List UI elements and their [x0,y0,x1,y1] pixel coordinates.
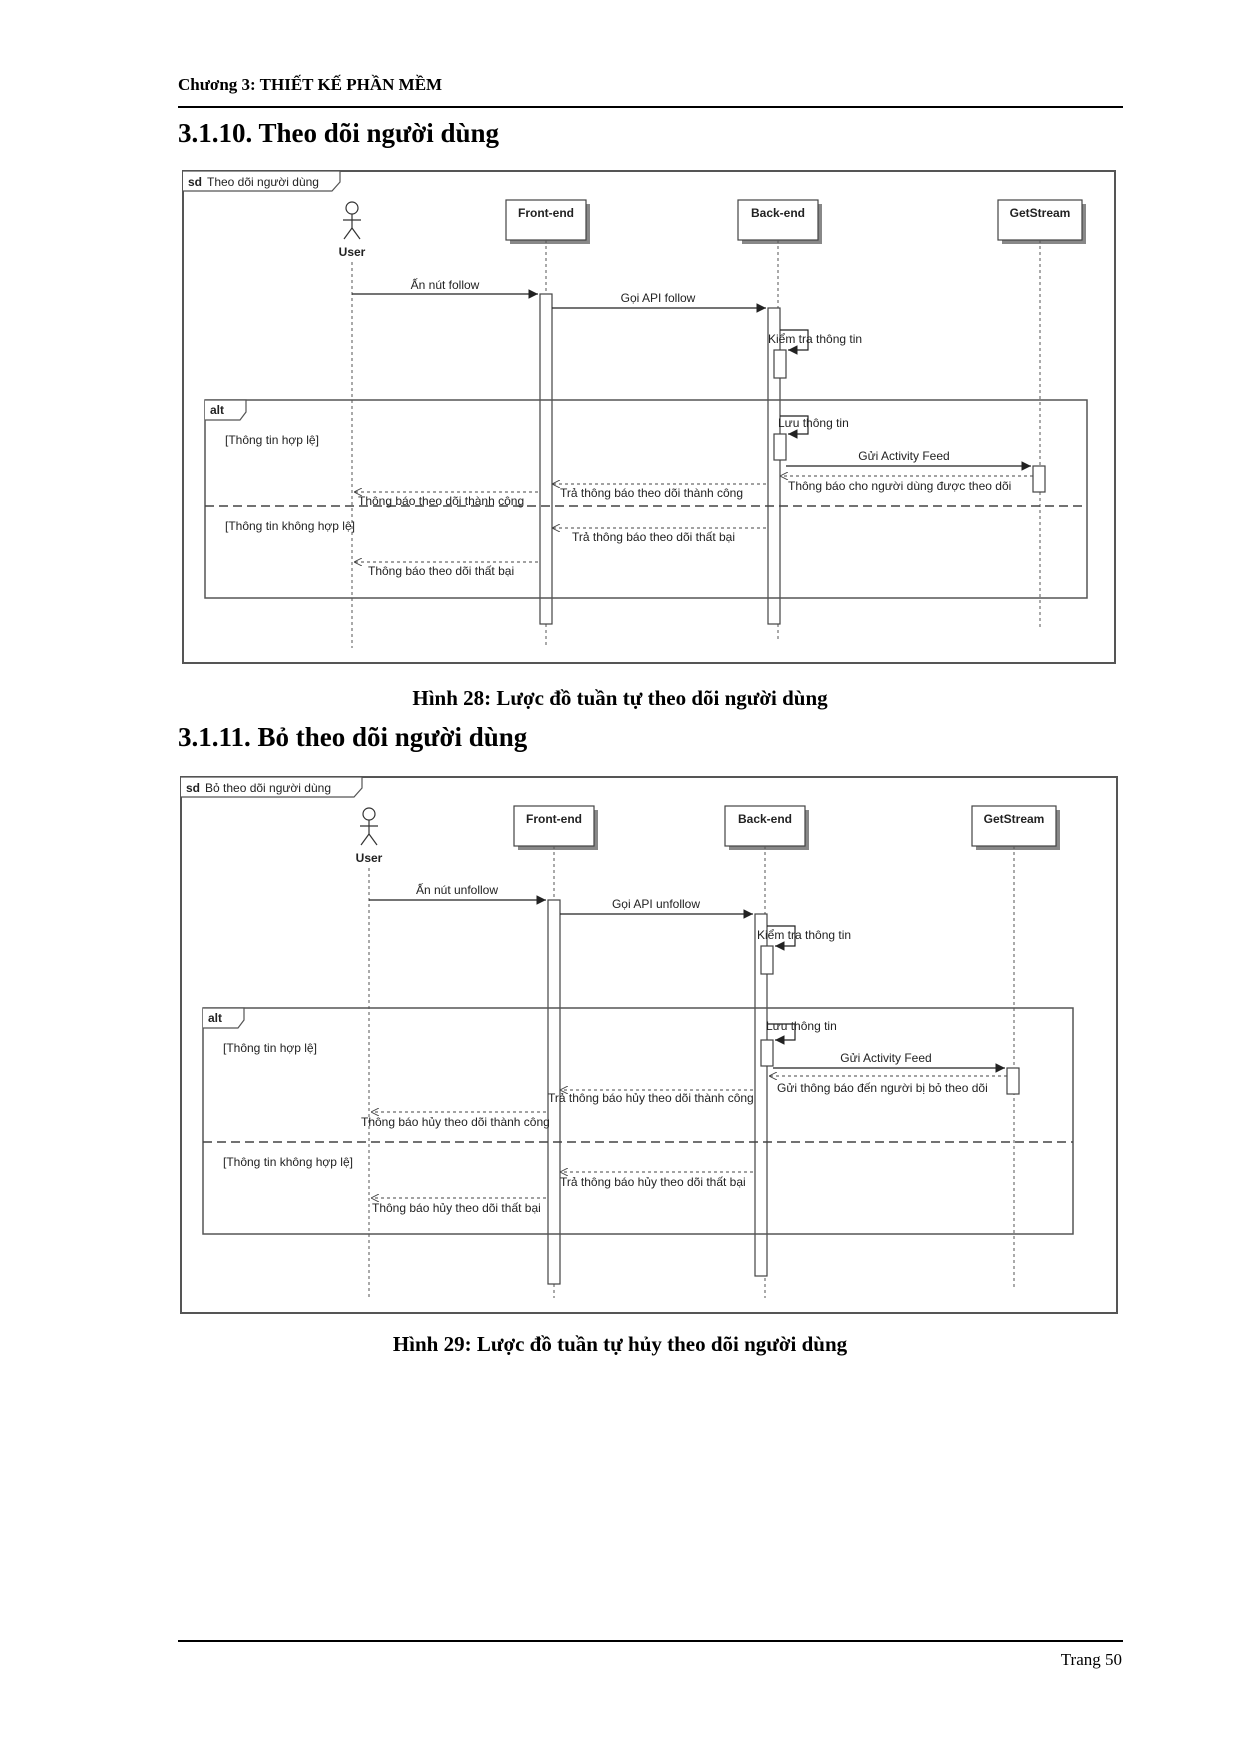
svg-text:Thông báo hủy theo dõi thành c: Thông báo hủy theo dõi thành công [361,1115,550,1129]
guard-invalid: [Thông tin không hợp lệ] [225,519,355,533]
alt-tag: alt [208,1011,223,1025]
participant-backend-label: Back-end [737,812,793,826]
getstream-activation [1007,1068,1019,1094]
msg-send-feed [773,1051,1005,1068]
msg-save [766,1019,837,1040]
guard-invalid: [Thông tin không hợp lệ] [223,1155,353,1169]
footer-rule [178,1640,1123,1642]
participant-user-label: User [338,245,366,259]
msg-notify-target [769,1076,1007,1095]
msg-press [369,882,546,900]
figure-caption-29: Hình 29: Lược đồ tuần tự hủy theo dõi người dùng [392,1332,848,1356]
participant-frontend-label: Front-end [526,812,582,826]
svg-text:Gửi thông báo đến người bị bỏ: Gửi thông báo đến người bị bỏ theo dõi [777,1081,988,1095]
section-heading-unfollow: 3.1.11. Bỏ theo dõi người dùng [178,722,528,752]
participant-getstream [972,806,1060,850]
check-activation [761,946,773,974]
msg-return-fail [560,1172,753,1189]
svg-text:Lưu thông tin: Lưu thông tin [778,416,849,430]
svg-text:Ấn nút follow: Ấn nút follow [410,278,480,292]
svg-text:Ấn nút unfollow: Ấn nút unfollow [415,883,499,897]
alt-fragment [203,1008,1073,1234]
svg-text:Gọi API unfollow: Gọi API unfollow [611,897,701,911]
sd-frame-label: Bỏ theo dõi người dùng [205,781,331,795]
svg-text:Gửi Activity Feed: Gửi Activity Feed [858,449,950,463]
sd-frame-label: Theo dõi người dùng [207,175,319,189]
participant-frontend [514,806,598,850]
guard-valid: [Thông tin hợp lệ] [225,433,319,447]
chapter-header: Chương 3: THIẾT KẾ PHẦN MỀM [178,75,443,94]
svg-text:Thông báo theo dõi thất bại: Thông báo theo dõi thất bại [368,564,515,578]
svg-text:Gọi API follow: Gọi API follow [620,291,696,305]
save-activation [761,1040,773,1066]
participant-getstream-label: GetStream [983,812,1045,826]
svg-text:Kiểm tra thông tin: Kiểm tra thông tin [757,928,852,942]
sd-tag: sd [186,781,201,795]
svg-text:Thông báo cho người dùng được: Thông báo cho người dùng được theo dõi [788,479,1012,493]
msg-check [757,926,851,946]
svg-text:Kiểm tra thông tin: Kiểm tra thông tin [768,332,863,346]
guard-valid: [Thông tin hợp lệ] [223,1041,317,1055]
figure-caption-28: Hình 28: Lược đồ tuần tự theo dõi người dùng [412,686,828,710]
participant-backend-label: Back-end [750,206,806,220]
participant-user-label: User [355,851,383,865]
svg-text:Gửi Activity Feed: Gửi Activity Feed [840,1051,932,1065]
section-heading-follow: 3.1.10. Theo dõi người dùng [178,118,500,148]
sd-frame [181,777,1117,1313]
svg-text:Thông báo theo dõi thành công: Thông báo theo dõi thành công [358,494,525,508]
msg-show-fail [371,1198,546,1215]
page-number: Trang 50 [1060,1650,1122,1669]
svg-text:Trả thông báo hủy theo dõi thấ: Trả thông báo hủy theo dõi thất bại [560,1175,746,1189]
participant-frontend-label: Front-end [518,206,574,220]
msg-call-api [560,897,753,914]
svg-text:Thông báo hủy theo dõi thất bạ: Thông báo hủy theo dõi thất bại [372,1201,541,1215]
participant-backend [725,806,809,850]
alt-tag: alt [210,403,225,417]
sd-tag: sd [188,175,203,189]
svg-text:Lưu thông tin: Lưu thông tin [766,1019,837,1033]
participant-user [356,808,383,865]
svg-text:Trả thông báo theo dõi thành c: Trả thông báo theo dõi thành công [560,486,744,500]
msg-return-success [548,1090,754,1105]
participant-getstream-label: GetStream [1009,206,1071,220]
svg-text:Trả thông báo theo dõi thất bạ: Trả thông báo theo dõi thất bại [572,530,736,544]
msg-show-success [361,1112,550,1129]
svg-text:Trả thông báo hủy theo dõi thà: Trả thông báo hủy theo dõi thành công [548,1091,754,1105]
